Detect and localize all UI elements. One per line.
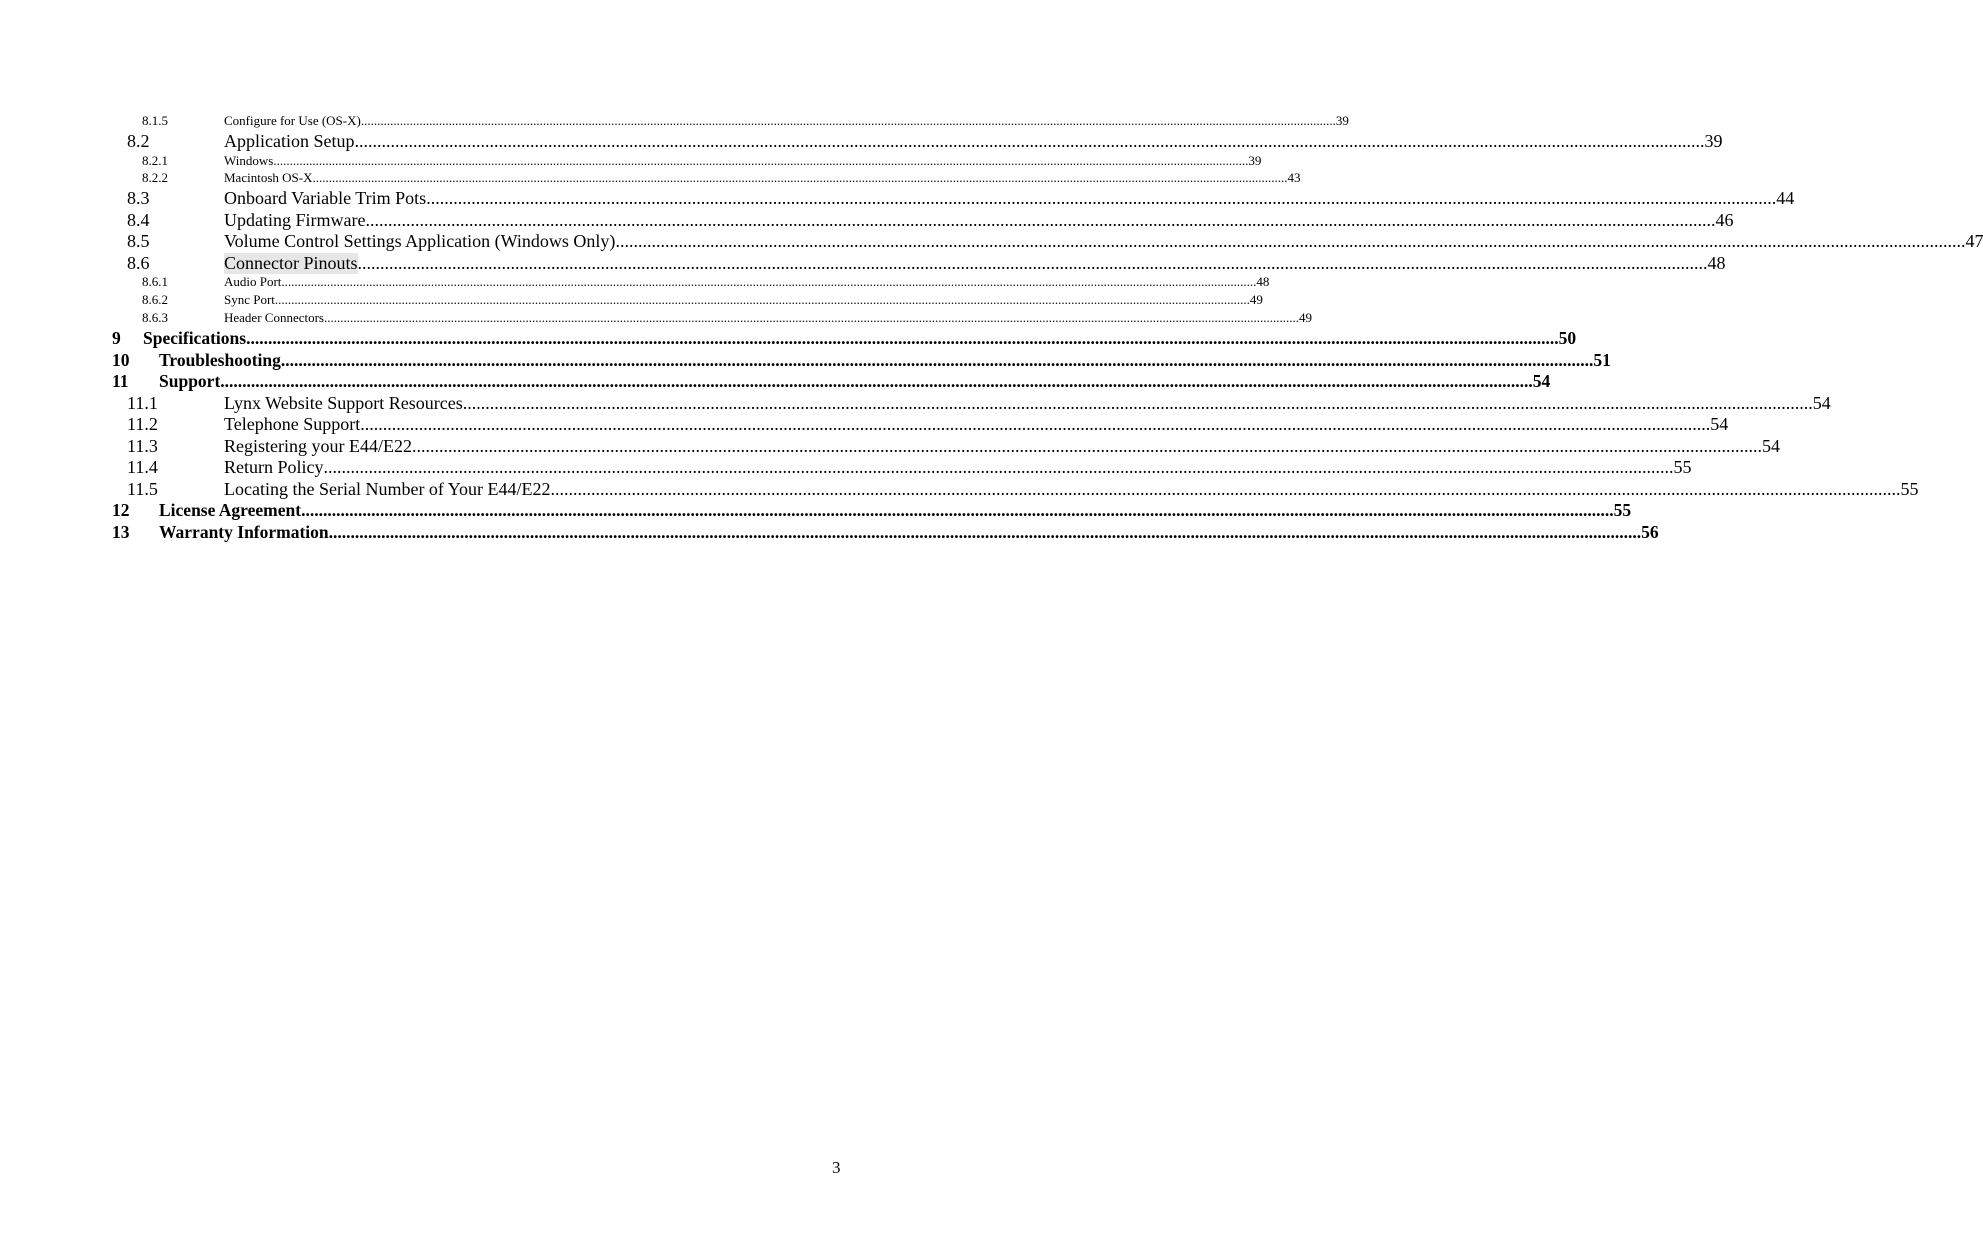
toc-leader-dots: ............................................................................................................................................................................................................................................................................................................ [365,210,1716,230]
toc-entry-number: 11.5 [127,479,158,499]
toc-entry-page: 48 [1707,253,1726,273]
toc-entry-title: License Agreement [159,500,302,520]
toc-leader-dots: ............................................................................................................................................................................................................................................................................................................ [615,231,1966,251]
toc-leader-dots: ............................................................................................................................................................................................................................................................................................................ [354,131,1705,151]
toc-entry-title: Registering your E44/E22 [224,436,412,456]
toc-leader-dots: ............................................................................................................................................................................................................................................................................................................ [462,393,1813,413]
toc-entry-title: Sync Port [224,292,275,307]
toc-leader-dots: ............................................................................................................................................................................................................................................................................................................ [274,292,1250,307]
toc-entry-page: 54 [1761,436,1780,456]
toc-entry-title: Header Connectors [224,310,324,325]
toc-leader-dots: ............................................................................................................................................................................................................................................................................................................ [273,153,1249,168]
toc-leader-dots: ............................................................................................................................................................................................................................................................................................................ [411,436,1762,456]
toc-entry-number: 8.6.1 [142,274,168,289]
toc-leader-dots: ............................................................................................................................................................................................................................................................................................................ [312,170,1288,185]
toc-entry-number: 11.1 [127,393,158,413]
toc-entry-page: 39 [1335,113,1349,128]
toc-entry-number: 8.2 [127,131,150,151]
toc-entry-page: 54 [1710,414,1729,434]
toc-entry-page: 51 [1593,350,1611,370]
toc-leader-dots: ............................................................................................................................................................................................................................................................................................................ [246,328,1559,348]
toc-leader-dots: ............................................................................................................................................................................................................................................................................................................ [281,274,1257,289]
toc-entry-number: 8.6.2 [142,292,168,307]
toc-entry-title: Audio Port [224,274,282,289]
toc-entry-title: Return Policy [224,457,324,477]
toc-leader-dots: ............................................................................................................................................................................................................................................................................................................ [328,522,1642,542]
toc-entry-page: 43 [1287,170,1301,185]
toc-entry-number: 10 [112,350,130,370]
toc-entry-title: Troubleshooting [159,350,281,370]
toc-entry-number: 11 [112,371,129,391]
toc-entry-title: Macintosh OS-X [224,170,313,185]
toc-entry-number: 8.2.2 [142,170,168,185]
toc-entry-title: Configure for Use (OS-X) [224,113,361,128]
toc-entry-number: 8.5 [127,231,150,251]
toc-entry-page: 39 [1704,131,1723,151]
toc-entry-number: 11.4 [127,457,158,477]
toc-entry-page: 49 [1249,292,1263,307]
toc-entry-page: 56 [1641,522,1659,542]
toc-leader-dots: ............................................................................................................................................................................................................................................................................................................ [220,371,1533,391]
toc-leader-dots: ............................................................................................................................................................................................................................................................................................................ [301,500,1614,520]
toc-entry-title: Specifications [143,328,247,348]
toc-entry-page: 39 [1248,153,1262,168]
toc-entry-page: 44 [1776,188,1795,208]
toc-leader-dots: ............................................................................................................................................................................................................................................................................................................ [360,113,1336,128]
toc-entry-page: 54 [1812,393,1831,413]
toc-leader-dots: ............................................................................................................................................................................................................................................................................................................ [323,457,1674,477]
toc-leader-dots: ............................................................................................................................................................................................................................................................................................................ [550,479,1901,499]
toc-leader-dots: ............................................................................................................................................................................................................................................................................................................ [426,188,1777,208]
toc-entry-page: 47 [1965,231,1983,251]
toc-leader-dots: ............................................................................................................................................................................................................................................................................................................ [360,414,1711,434]
toc-entry-number: 13 [112,522,130,542]
toc-entry-title: Telephone Support [224,414,361,434]
toc-leader-dots: ............................................................................................................................................................................................................................................................................................................ [324,310,1299,325]
toc-entry-title: Warranty Information [159,522,329,542]
toc-leader-dots: ............................................................................................................................................................................................................................................................................................................ [280,350,1594,370]
toc-entry-number: 11.3 [127,436,158,456]
page-number: 3 [832,1158,841,1177]
toc-leader-dots: ............................................................................................................................................................................................................................................................................................................ [357,253,1708,273]
toc-entry-title: Locating the Serial Number of Your E44/E22 [224,479,551,499]
toc-entry-number: 8.3 [127,188,150,208]
toc-entry-number: 8.6 [127,253,150,273]
toc-entry-title: Volume Control Settings Application (Windows Only) [224,231,616,251]
toc-entry-title: Updating Firmware [224,210,366,230]
toc-entry-page: 46 [1715,210,1734,230]
toc-entry-number: 9 [112,328,121,348]
toc-entry-page: 49 [1299,310,1312,325]
toc-entry-title: Support [159,371,221,391]
toc-entry-title: Lynx Website Support Resources [224,393,463,413]
toc-entry-title: Windows [224,153,274,168]
toc-entry-number: 8.4 [127,210,150,230]
toc-entry-number: 11.2 [127,414,158,434]
toc-entry-page: 55 [1673,457,1692,477]
toc-entry-title: Connector Pinouts [224,253,358,273]
toc-entry-number: 8.6.3 [142,310,168,325]
toc-entry-title: Onboard Variable Trim Pots [224,188,427,208]
toc-entry-title: Application Setup [224,131,355,151]
toc-entry-page: 54 [1532,371,1551,391]
toc-entry-page: 50 [1558,328,1577,348]
toc-entry-number: 12 [112,500,130,520]
toc-entry-number: 8.1.5 [142,113,168,128]
toc-entry-page: 48 [1256,274,1270,289]
toc-entry-number: 8.2.1 [142,153,168,168]
toc-entry-page: 55 [1900,479,1919,499]
toc-entry-page: 55 [1613,500,1632,520]
